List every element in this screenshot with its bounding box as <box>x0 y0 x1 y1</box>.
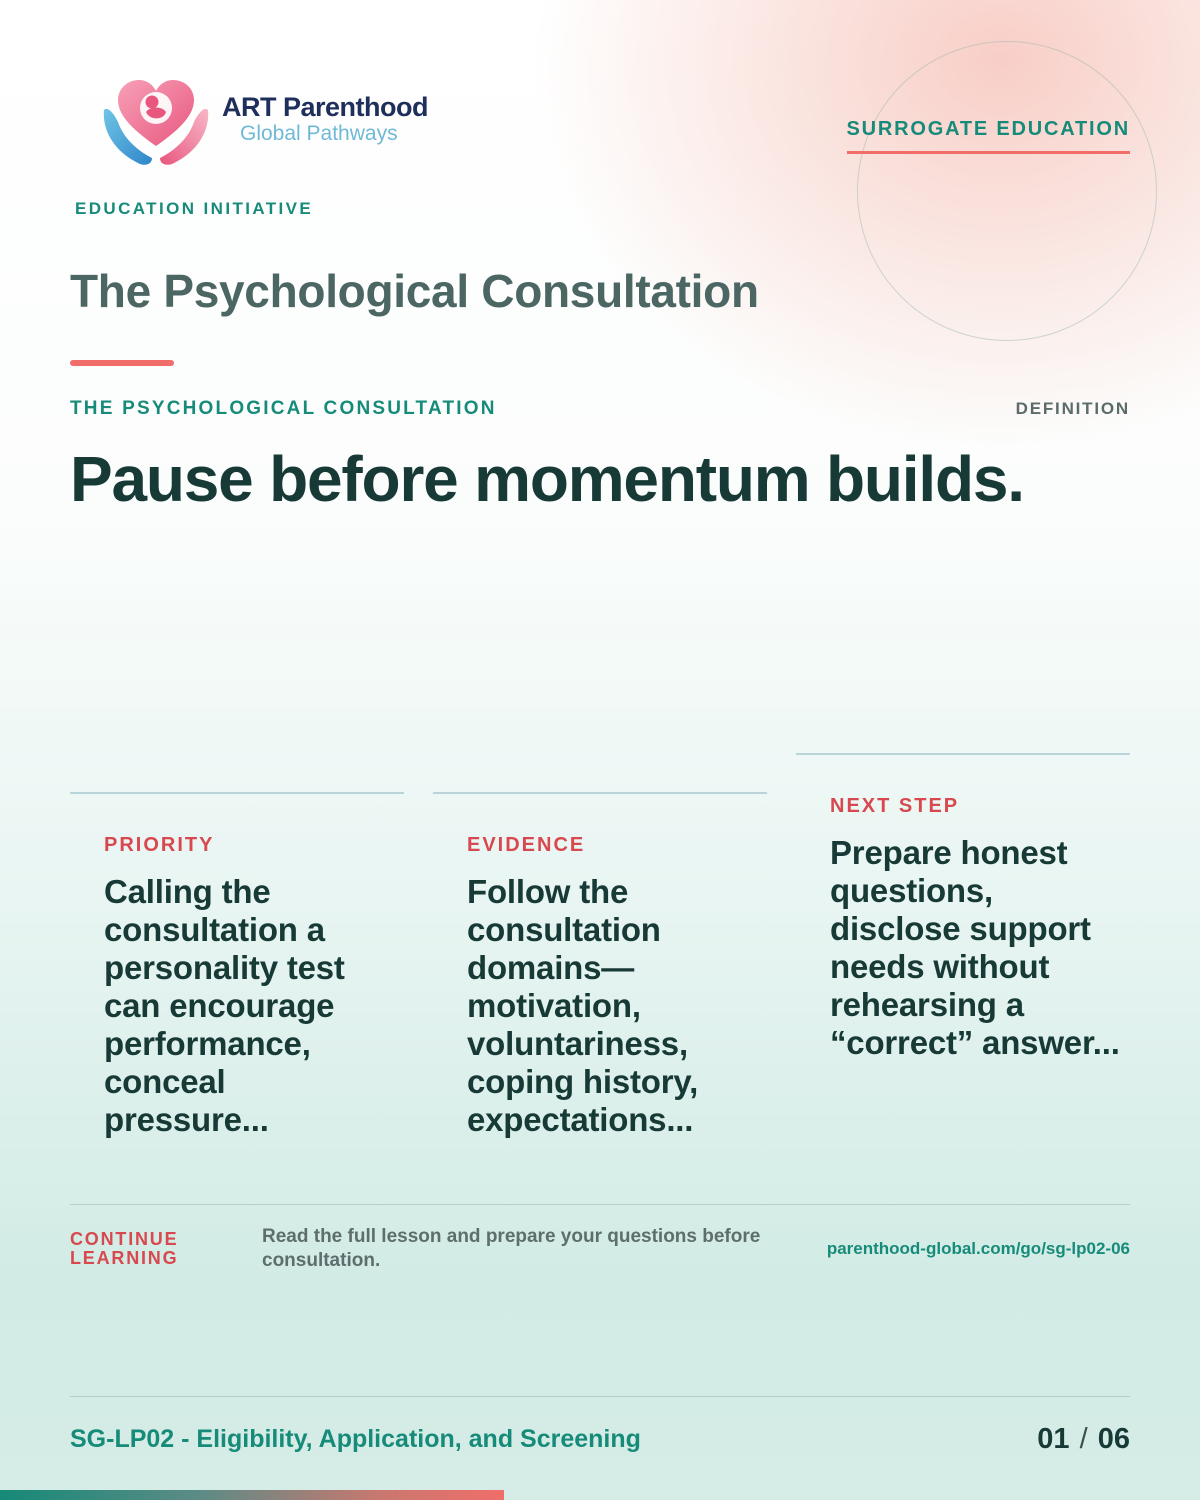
card-priority <box>70 792 404 1139</box>
page-separator: / <box>1079 1423 1088 1455</box>
section-type-label: DEFINITION <box>1015 399 1130 418</box>
category-badge: SURROGATE EDUCATION <box>847 118 1130 154</box>
course-title: SG-LP02 - Eligibility, Application, and Screening <box>70 1425 641 1453</box>
card-text: Prepare honest questions, disclose support needs without rehearsing a “correct” answer... <box>830 834 1120 1061</box>
brand-tagline: Global Pathways <box>240 122 398 145</box>
heart-hands-baby-icon <box>100 74 212 170</box>
card-evidence <box>433 792 767 1139</box>
page-total: 06 <box>1097 1423 1130 1455</box>
card-next-step <box>796 753 1130 1062</box>
progress-bar <box>0 1490 1200 1500</box>
lesson-link[interactable]: parenthood-global.com/go/sg-lp02-06 <box>826 1239 1130 1258</box>
page-title: The Psychological Consultation <box>70 265 759 317</box>
brand-name: ART Parenthood <box>222 92 428 122</box>
title-underline <box>70 360 174 366</box>
progress-fill <box>0 1490 504 1500</box>
divider <box>70 1396 1130 1397</box>
decorative-circle <box>857 41 1157 341</box>
card-text: Follow the consultation domains—motivation, voluntariness, coping history, expectations... <box>467 873 699 1138</box>
headline: Pause before momentum builds. <box>70 443 1024 515</box>
section-label: THE PSYCHOLOGICAL CONSULTATION <box>70 398 497 419</box>
card-text: Calling the consultation a personality test can encourage performance, conceal pressure... <box>104 873 345 1138</box>
continue-learning-text: Read the full lesson and prepare your questions before consultation. <box>262 1226 761 1271</box>
page-counter <box>1037 1423 1130 1456</box>
brand-logo <box>100 74 428 170</box>
card-label: EVIDENCE <box>467 834 586 856</box>
page-current: 01 <box>1037 1423 1070 1455</box>
continue-learning-label: CONTINUE LEARNING <box>70 1229 179 1268</box>
brand-wordmark <box>222 92 428 146</box>
card-label: NEXT STEP <box>830 795 960 817</box>
divider <box>70 1204 1130 1205</box>
initiative-label: EDUCATION INITIATIVE <box>75 199 314 218</box>
card-label: PRIORITY <box>104 834 215 856</box>
